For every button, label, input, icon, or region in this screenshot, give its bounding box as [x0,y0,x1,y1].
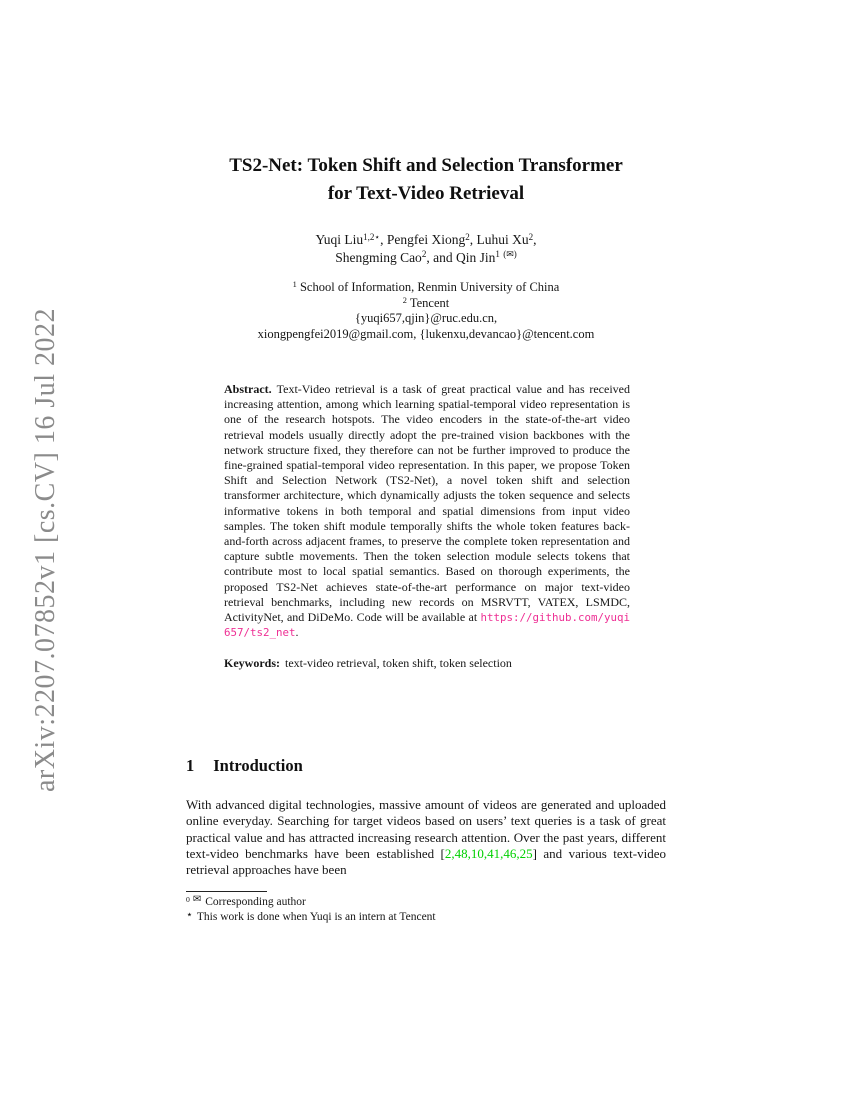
keywords-label: Keywords: [224,656,280,671]
author-line2 [186,249,666,267]
footnotes [186,895,666,925]
author-affil-marker: 2 [465,231,470,242]
affiliation-name: School of Information, Renmin University of China [299,280,560,294]
footnote-intern [186,910,666,925]
author-separator: , [533,232,537,247]
keywords-line [224,656,630,671]
abstract-paragraph [224,382,630,640]
code-repo-link[interactable]: https://github.com/yuqi657/ts2_net [224,611,630,640]
affiliation-1 [186,280,666,296]
paper-title-line2: for Text-Video Retrieval [327,183,525,204]
author-name: Shengming Cao [335,249,422,265]
abstract-text-end: . [295,625,299,640]
arxiv-watermark: arXiv:2207.07852v1 [cs.CV] 16 Jul 2022 [30,307,61,793]
abstract-label: Abstract. [224,382,272,396]
author-name: Yuqi Liu [315,232,364,247]
section-title: Introduction [213,756,303,775]
author-list [186,231,666,266]
author-affil-marker: 1,2⋆ [363,231,381,242]
envelope-icon: ✉ [192,894,202,905]
footnote-text: This work is done when Yuqi is an intern at Tencent [196,911,436,923]
author-emails-2: xiongpengfei2019@gmail.com, {lukenxu,devancao}@tencent.com [257,326,595,341]
author-name: , Luhui Xu [469,232,529,247]
star-icon: ⋆ [186,909,193,921]
affiliation-marker: 2 [402,295,407,305]
corresponding-envelope-icon: (✉) [503,249,517,260]
affiliations [186,280,666,342]
author-emails-1: {yuqi657,qjin}@ruc.edu.cn, [354,311,498,326]
footnote-corresponding [186,895,666,910]
section-heading-introduction [186,756,666,776]
author-affil-marker: 2 [528,231,534,242]
keywords-text: text-video retrieval, token shift, token selection [285,656,512,671]
affiliation-marker: 1 [292,280,297,290]
author-affil-marker: 1 [495,249,500,260]
abstract-block [224,382,630,672]
affiliation-name: Tencent [409,295,450,310]
author-affil-marker: 2 [421,249,427,260]
abstract-text: Text-Video retrieval is a task of great practical value and has received increasing attention, among which learning spatial-temporal video representation is one of the research hotspots. The video encoders in the state-of-the-art video retrieval models usually directly adopt the pre-trained vision backbones with the network structure fixed, they therefore can not be further improved to produce the fine-grained spatial-temporal video representation. In this paper, we propose Token Shift and Selection Network (TS2-Net), a novel token shift and selection transformer architecture, which dynamically adjusts the token sequence and selects informative tokens in both temporal and spatial dimensions from input video samples. The token shift module temporally shifts the whole token features back-and-forth across adjacent frames, to preserve the complete token representation and capture subtle movements. Then the token selection module selects tokens that contribute most to local spatial semantics. Based on thorough experiments, the proposed TS2-Net achieves state-of-the-art performance on major text-video retrieval benchmarks, including new records on MSRVTT, VATEX, LSMDC, ActivityNet, and DiDeMo. Code will be available at [224,382,630,625]
intro-text: With advanced digital technologies, massive amount of videos are generated and uploaded online everyday. Searching for target videos based on users’ text queries is a task of great practical value and has attracted increasing research attention. Over the past years, different text-video benchmarks have been established [ [186,797,666,861]
intro-paragraph [186,797,666,878]
footnote-text: Corresponding author [205,896,306,908]
section-number: 1 [186,756,195,775]
paper-title-line1: TS2-Net: Token Shift and Selection Transformer [229,155,623,176]
author-name: , and Qin Jin [426,249,496,265]
author-line1 [186,231,666,249]
citation-links[interactable]: 2,48,10,41,46,25 [444,845,533,861]
paper-title [186,152,666,208]
intro-text-end: ] and various text-video retrieval approaches have been [186,845,667,878]
affiliation-2 [186,296,666,312]
footnote-marker: 0 [186,894,190,904]
author-name: , Pengfei Xiong [380,232,466,247]
footnote-rule [186,891,267,892]
